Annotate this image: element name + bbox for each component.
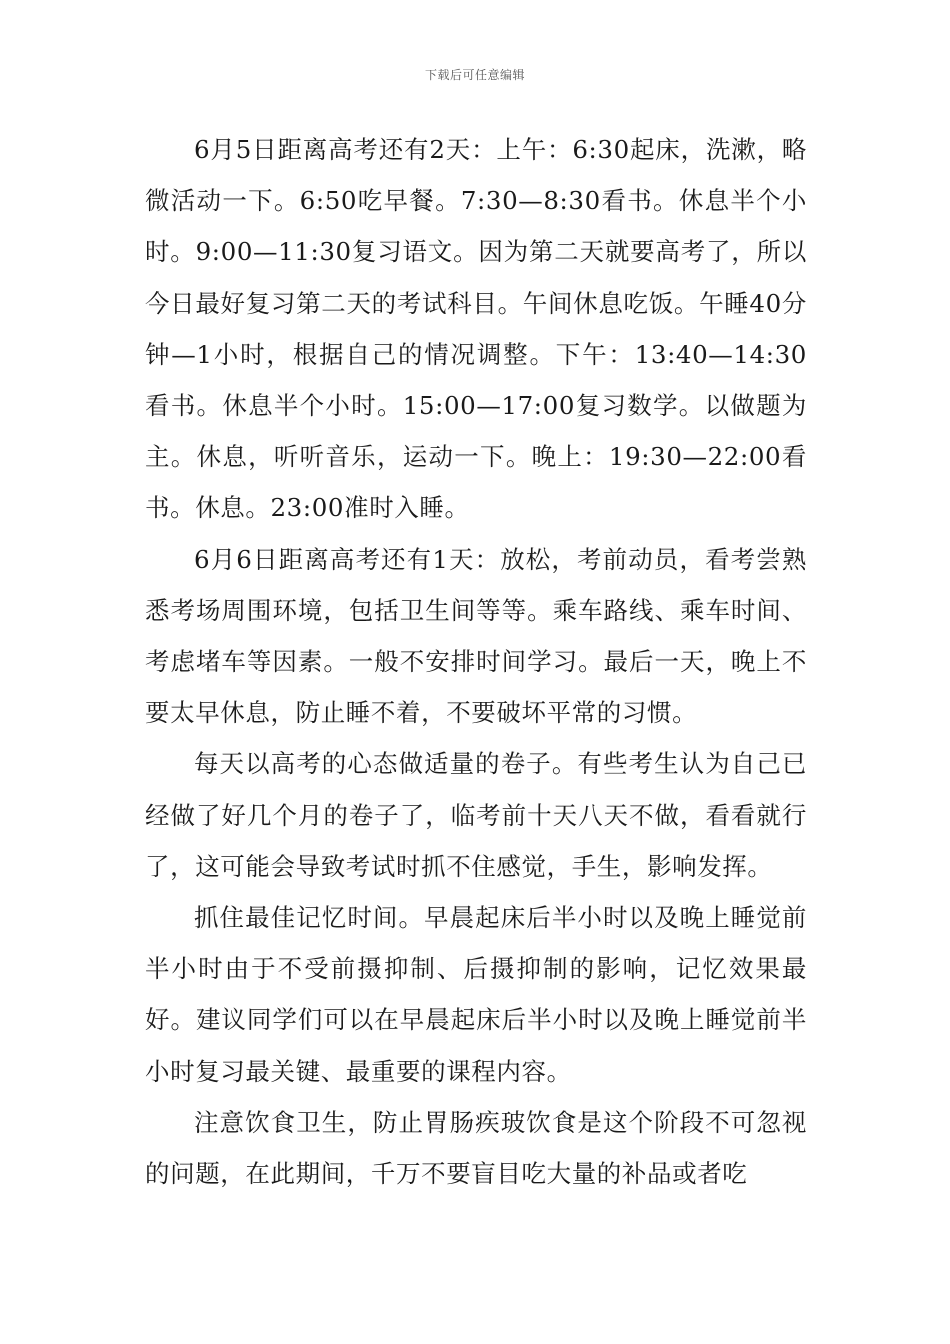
paragraph-daily-practice: 每天以高考的心态做适量的卷子。有些考生认为自己已经做了好几个月的卷子了，临考前十天八天不做，看看就行了，这可能会导致考试时抓不住感觉，手生，影响发挥。: [145, 749, 807, 881]
page-header: 下载后可任意编辑: [424, 68, 525, 82]
paragraph-memory-time: 抓住最佳记忆时间。早晨起床后半小时以及晚上睡觉前半小时由于不受前摄抑制、后摄抑制的影响，记忆效果最好。建议同学们可以在早晨起床后半小时以及晚上睡觉前半小时复习最关键、最重要的课程内容。: [145, 903, 807, 1086]
document-body: [145, 124, 807, 1199]
paragraph-diet-hygiene: 注意饮食卫生，防止胃肠疾玻饮食是这个阶段不可忽视的问题，在此期间，千万不要盲目吃大量的补品或者吃: [145, 1107, 807, 1189]
paragraph-june-6-schedule: 6月6日距离高考还有1天：放松，考前动员，看考尝熟悉考场周围环境，包括卫生间等等。乘车路线、乘车时间、考虑堵车等因素。一般不安排时间学习。最后一天，晚上不要太早休息，防止睡不着，不要破坏平常的习惯。: [145, 544, 807, 728]
paragraph-june-5-schedule: 6月5日距离高考还有2天：上午：6:30起床，洗漱，略微活动一下。6:50吃早餐。7:30—8:30看书。休息半个小时。9:00—11:30复习语文。因为第二天就要高考了，所以今日最好复习第二天的考试科目。午间休息吃饭。午睡40分钟—1小时，根据自己的情况调整。下午：13:40—14:30看书。休息半个小时。15:00—17:00复习数学。以做题为主。休息，听听音乐，运动一下。晚上：19:30—22:00看书。休息。23:00准时入睡。: [145, 135, 807, 523]
